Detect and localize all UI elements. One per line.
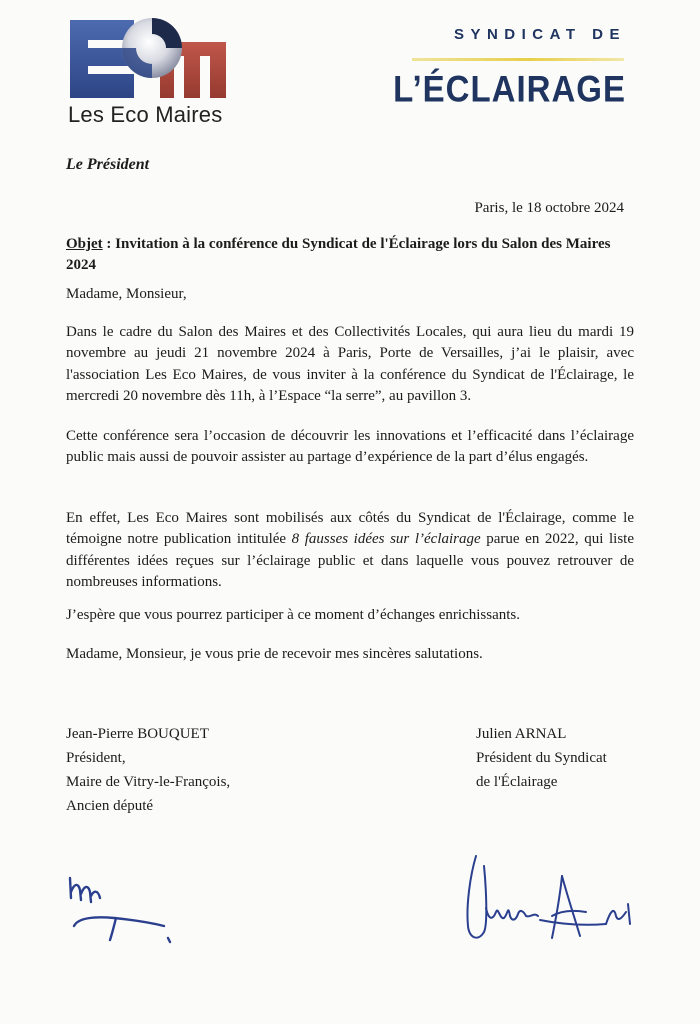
paragraph-4: J’espère que vous pourrez participer à ce moment d’échanges enrichissants.: [66, 607, 520, 623]
signatory-left-role2: Maire de Vitry-le-François,: [66, 774, 231, 790]
signatory-left: [66, 722, 230, 818]
signature-right-icon: [456, 846, 646, 956]
salutation: Madame, Monsieur,: [66, 286, 187, 302]
signatory-left-role3: Ancien député: [66, 798, 154, 814]
sender-title: Le Président: [66, 156, 150, 173]
eco-maires-emblem-icon: [70, 14, 226, 100]
signatory-right-name: Julien ARNAL: [476, 726, 567, 742]
signatory-left-role1: Président,: [66, 750, 126, 766]
paragraph-3-after: parue en 2022, qui liste différentes idées reçues sur l’éclairage public et dans laquelle vous pouvez retrouver de nombreuses informations.: [66, 531, 635, 591]
subject-label: Objet: [66, 236, 103, 252]
syndicat-logo-bar: [412, 58, 624, 61]
signatory-left-name: Jean-Pierre BOUQUET: [66, 726, 209, 742]
paragraph-3-before: En effet, Les Eco Maires sont mobilisés aux côtés du Syndicat de l'Éclairage, comme le témoigne notre publication intitulée: [66, 510, 634, 548]
syndicat-logo-line1: SYNDICAT DE: [453, 26, 626, 43]
syndicat-logo-line2: L’ÉCLAIRAGE: [393, 68, 626, 110]
publication-title: 8 fausses idées sur l’éclairage: [291, 531, 481, 548]
eco-maires-logo: [68, 14, 238, 134]
subject-line: [66, 234, 636, 276]
paragraph-3: [66, 508, 634, 594]
syndicat-eclairage-logo: [393, 22, 634, 122]
paragraph-1: Dans le cadre du Salon des Maires et des Collectivités Locales, qui aura lieu du mardi 19 novembre au jeudi 21 novembre 2024 à Paris, Porte de Versailles, j’ai le plaisir, avec l'association Les Eco Maires, de vous inviter à la conférence du Syndicat de l'Éclairage, le mercredi 20 novembre dès 11h, à l’Espace “la serre”, au pavillon 3.: [66, 324, 634, 405]
signatory-right-role2: de l'Éclairage: [476, 774, 558, 790]
date-line: Paris, le 18 octobre 2024: [474, 200, 624, 216]
signature-left-icon: [64, 868, 184, 948]
signatory-right-role1: Président du Syndicat: [476, 750, 607, 766]
paragraph-2: Cette conférence sera l’occasion de découvrir les innovations et l’efficacité dans l’éclairage public mais aussi de pouvoir assister au partage d’expérience de la part d’élus engagés.: [66, 428, 634, 466]
signatory-right: [476, 722, 607, 794]
closing-paragraph: Madame, Monsieur, je vous prie de recevoir mes sincères salutations.: [66, 646, 483, 662]
eco-maires-logo-text: Les Eco Maires: [68, 102, 223, 127]
subject-separator: :: [102, 236, 116, 252]
subject-text: Invitation à la conférence du Syndicat de l'Éclairage lors du Salon des Maires 2024: [66, 236, 611, 273]
